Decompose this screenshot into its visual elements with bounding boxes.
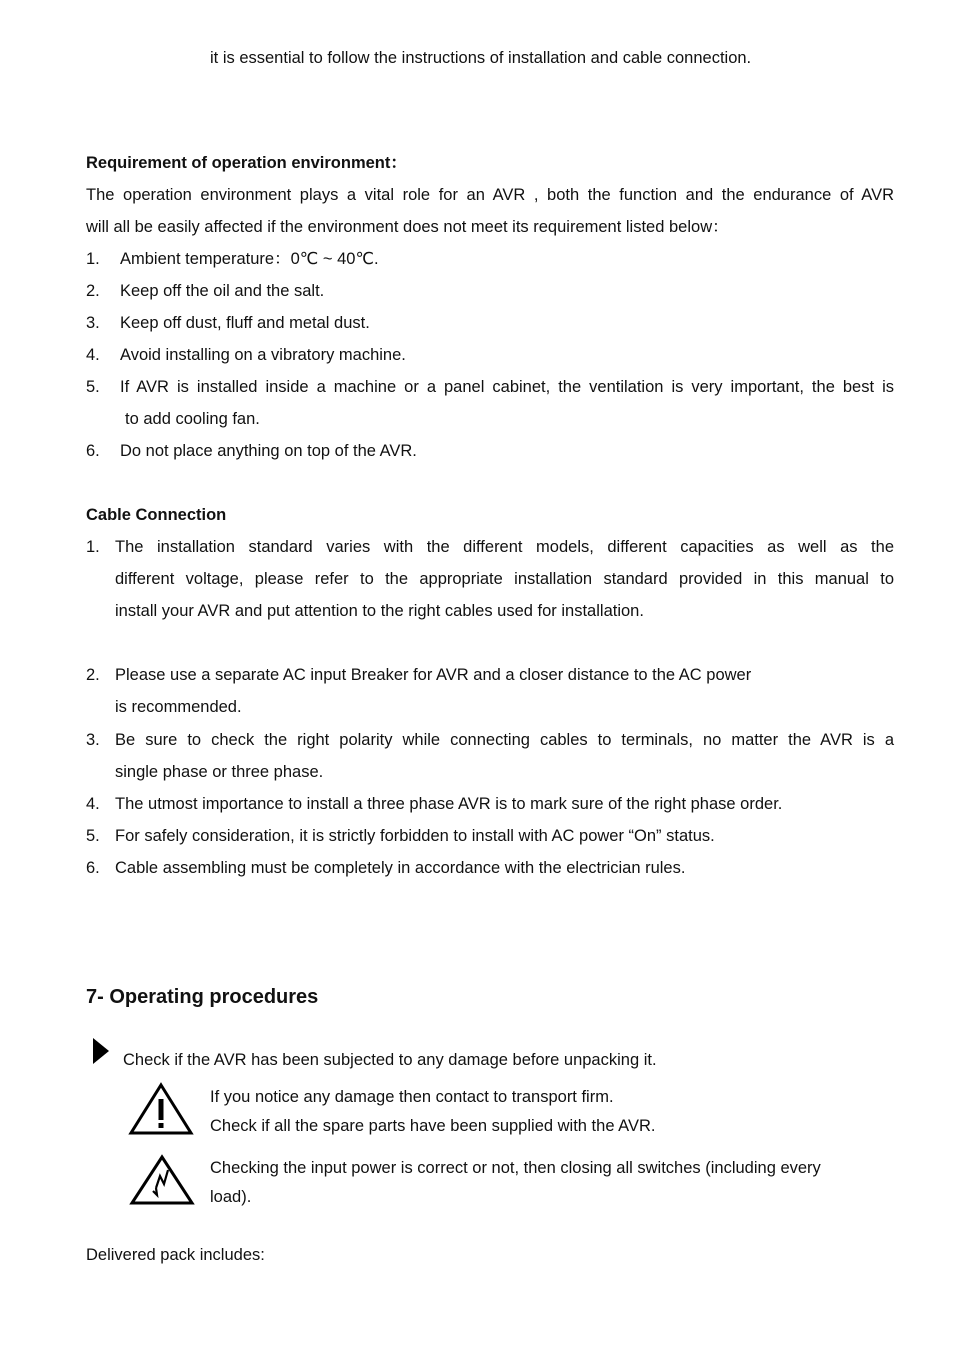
env-item-text: Avoid installing on a vibratory machine. (120, 346, 406, 364)
cable-item-num: 1. (86, 538, 100, 556)
caution-line1: If you notice any damage then contact to transport firm. (210, 1088, 614, 1106)
cable-item-line: install your AVR and put attention to the right cables used for installation. (115, 602, 644, 620)
cable-item-line: The installation standard varies with the different models, different capacities as well as the (115, 538, 894, 556)
cable-item-line: The utmost importance to install a three phase AVR is to mark sure of the right phase order. (115, 795, 783, 813)
env-item-cont: to add cooling fan. (125, 410, 260, 428)
env-item-num: 3. (86, 314, 100, 332)
electric-line1: Checking the input power is correct or not, then closing all switches (including every (210, 1159, 821, 1177)
cable-item-num: 3. (86, 731, 100, 749)
cable-item-line: different voltage, please refer to the appropriate installation standard provided in this manual to (115, 570, 894, 588)
cable-item-line: is recommended. (115, 698, 242, 716)
env-item-num: 4. (86, 346, 100, 364)
operating-heading: 7- Operating procedures (86, 986, 319, 1008)
env-item-text: Ambient temperature：0℃ ~ 40℃. (120, 250, 379, 268)
caution-exclamation-icon (128, 1082, 194, 1136)
env-item-text: If AVR is installed inside a machine or a panel cabinet, the ventilation is very important, the best is (120, 378, 894, 396)
env-item-text: Do not place anything on top of the AVR. (120, 442, 417, 460)
env-para-line1: The operation environment plays a vital role for an AVR , both the function and the endurance of AVR (86, 186, 894, 204)
cable-item-line: Please use a separate AC input Breaker for AVR and a closer distance to the AC power (115, 666, 752, 684)
delivered-text: Delivered pack includes: (86, 1246, 265, 1264)
electric-line2: load). (210, 1188, 252, 1206)
cable-item-num: 5. (86, 827, 100, 845)
env-item-num: 2. (86, 282, 100, 300)
cable-item-line: For safely consideration, it is strictly forbidden to install with AC power “On” status. (115, 827, 715, 845)
bullet-text: Check if the AVR has been subjected to any damage before unpacking it. (123, 1051, 657, 1069)
play-bullet-icon (92, 1038, 110, 1066)
cable-item-line: Cable assembling must be completely in accordance with the electrician rules. (115, 859, 686, 877)
env-para-line2: will all be easily affected if the environment does not meet its requirement listed below： (86, 218, 729, 236)
cable-item-line: Be sure to check the right polarity while connecting cables to terminals, no matter the AVR is a (115, 731, 894, 749)
intro-line: it is essential to follow the instructions of installation and cable connection. (210, 49, 752, 67)
env-item-num: 6. (86, 442, 100, 460)
cable-item-line: single phase or three phase. (115, 763, 324, 781)
cable-heading: Cable Connection (86, 506, 227, 524)
caution-line2: Check if all the spare parts have been supplied with the AVR. (210, 1117, 656, 1135)
env-item-num: 5. (86, 378, 100, 396)
cable-item-num: 2. (86, 666, 100, 684)
electric-hazard-icon (129, 1154, 195, 1206)
cable-item-num: 6. (86, 859, 100, 877)
env-item-text: Keep off dust, fluff and metal dust. (120, 314, 370, 332)
env-heading: Requirement of operation environment： (86, 154, 407, 172)
env-item-text: Keep off the oil and the salt. (120, 282, 325, 300)
env-item-num: 1. (86, 250, 100, 268)
cable-item-num: 4. (86, 795, 100, 813)
